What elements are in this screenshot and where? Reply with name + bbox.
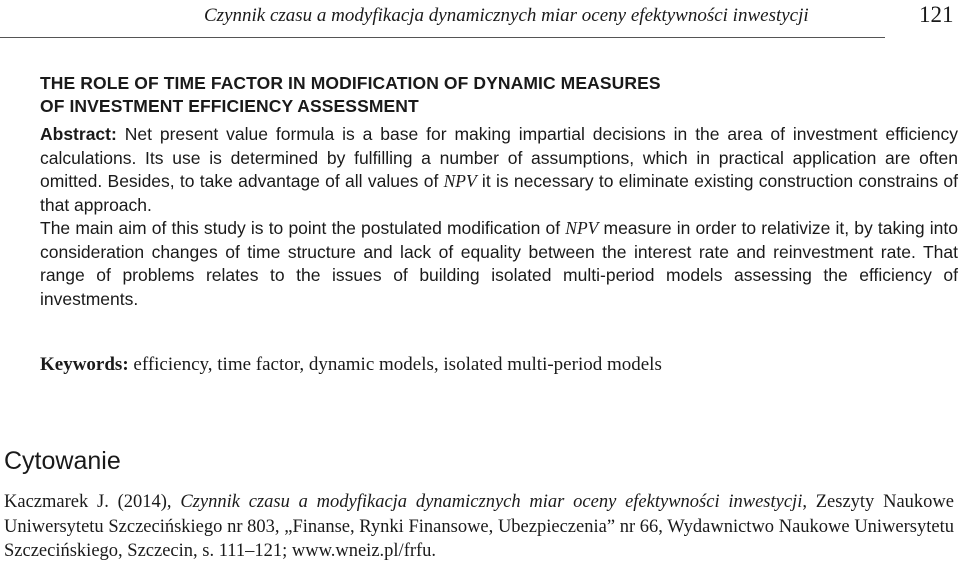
citation-title: Czynnik czasu a modyfikacja dynamicznych miar oceny efektywności inwestycji — [180, 492, 803, 512]
keywords-text: efficiency, time factor, dynamic models, isolated multi-period models — [128, 354, 662, 375]
citation — [4, 490, 954, 564]
article-title-line-2: OF INVESTMENT EFFICIENCY ASSESSMENT — [40, 96, 419, 116]
abstract-text-1b: it is necessary to eliminate existing construction constrains of that approach. — [40, 171, 958, 215]
abstract-label: Abstract: — [40, 124, 117, 144]
citation-heading: Cytowanie — [4, 447, 121, 475]
keywords-label: Keywords: — [40, 354, 129, 375]
page-number: 121 — [919, 2, 954, 27]
abstract-paragraph-2 — [40, 217, 958, 311]
page-header — [0, 0, 960, 42]
abstract-text-2b: measure in order to relativize it, by taking into consideration changes of time structure and lack of equality between the interest rate and reinvestment rate. That range of problems relates to the issues of building isolated multi-period models assessing the efficiency of investments. — [40, 218, 958, 309]
abstract-text-2a: The main aim of this study is to point the postulated modification of — [40, 218, 566, 238]
citation-author-year: Kaczmarek J. (2014), — [4, 492, 181, 512]
npv-term: NPV — [443, 171, 477, 191]
abstract-text-1a: Net present value formula is a base for making impartial decisions in the area of investment efficiency calculations. Its use is determined by fulfilling a number of assumptions, which in practical application are often omitted. Besides, to take advantage of all values of — [40, 124, 958, 191]
abstract — [40, 123, 958, 311]
article-title — [40, 72, 940, 118]
abstract-paragraph-1 — [40, 123, 958, 217]
header-rule — [0, 37, 885, 38]
article-title-line-1: THE ROLE OF TIME FACTOR IN MODIFICATION OF DYNAMIC MEASURES — [40, 73, 661, 93]
running-title: Czynnik czasu a modyfikacja dynamicznych miar oceny efektywności inwestycji — [204, 5, 809, 26]
citation-rest: , Zeszyty Naukowe Uniwersytetu Szczecińskiego nr 803, „Finanse, Rynki Finansowe, Ubezpieczenia” nr 66, Wydawnictwo Naukowe Uniwersytetu Szczecińskiego, Szczecin, s. 111–121; www.wneiz.pl/frfu. — [4, 492, 954, 561]
npv-term: NPV — [565, 218, 599, 238]
keywords — [40, 352, 940, 378]
citation-text — [4, 490, 954, 564]
